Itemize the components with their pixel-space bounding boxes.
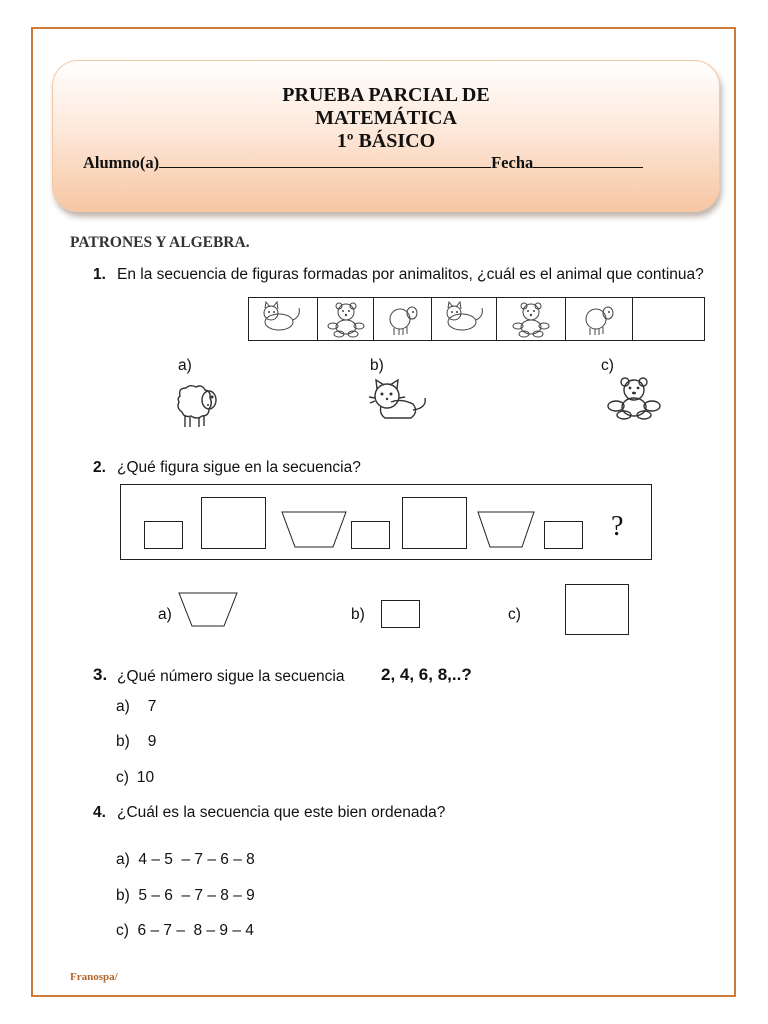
q4-option-b[interactable] — [116, 886, 255, 905]
q1-option-a[interactable] — [172, 382, 222, 435]
q2-big-square — [201, 497, 266, 549]
sheep-icon — [566, 298, 634, 340]
option-label: a) — [116, 698, 130, 715]
q3-sequence: 2, 4, 6, 8,..? — [381, 665, 472, 684]
q2-option-b-small-square[interactable] — [381, 600, 420, 628]
q1-cell-5 — [496, 297, 566, 341]
q3-option-c[interactable] — [116, 768, 154, 787]
q1-option-b-label: b) — [370, 357, 384, 374]
q3-number: 3. — [93, 665, 108, 684]
option-value: 9 — [147, 733, 157, 750]
option-value: 7 — [147, 698, 157, 715]
footer-credit: Franospa/ — [70, 971, 118, 983]
option-value: 6 – 7 – 8 – 9 – 4 — [137, 922, 254, 939]
q1-text: En la secuencia de figuras formadas por animalitos, ¿cuál es el animal que continua? — [117, 266, 704, 283]
q1-cell-3 — [373, 297, 432, 341]
q2-sequence-box — [120, 484, 652, 560]
q3-option-b[interactable] — [116, 732, 156, 751]
header-box — [52, 60, 720, 212]
option-value: 10 — [136, 769, 155, 786]
date-label: Fecha — [491, 153, 534, 172]
q2-trapezoid — [477, 511, 535, 548]
q1-cell-6 — [565, 297, 633, 341]
student-blank-line[interactable] — [159, 154, 491, 168]
q1-cell-4 — [431, 297, 497, 341]
student-label: Alumno(a) — [83, 153, 160, 172]
option-value: 5 – 6 – 7 – 8 – 9 — [138, 887, 255, 904]
option-label: c) — [116, 922, 129, 939]
q4-number: 4. — [93, 804, 106, 821]
q1-option-c[interactable] — [603, 376, 665, 425]
q2-small-square — [351, 521, 390, 549]
q1-number: 1. — [93, 266, 106, 283]
q1-option-b[interactable] — [367, 378, 431, 429]
q4-option-c[interactable] — [116, 921, 254, 940]
q2-option-c-label: c) — [508, 606, 521, 623]
option-value: 4 – 5 – 7 – 6 – 8 — [138, 851, 255, 868]
student-field — [83, 153, 643, 173]
q2-big-square — [402, 497, 467, 549]
q2-question-mark: ? — [611, 511, 624, 542]
q2-small-square — [144, 521, 183, 549]
bear-icon — [603, 376, 665, 420]
option-label: c) — [116, 769, 129, 786]
date-blank-line[interactable] — [533, 154, 643, 168]
section-title: PATRONES Y ALGEBRA. — [70, 234, 250, 251]
q1-option-a-label: a) — [178, 357, 192, 374]
q1-option-c-label: c) — [601, 357, 614, 374]
title-line-2: MATEMÁTICA — [315, 107, 457, 129]
option-label: a) — [116, 851, 130, 868]
q2-text: ¿Qué figura sigue en la secuencia? — [117, 459, 361, 476]
cat-icon — [367, 378, 431, 424]
bear-icon — [318, 298, 375, 340]
q2-small-square — [544, 521, 583, 549]
sheep-icon — [172, 382, 222, 430]
q1-cell-2 — [317, 297, 374, 341]
q2-option-c-big-square[interactable] — [565, 584, 629, 635]
sheep-icon — [374, 298, 433, 340]
q4-option-a[interactable] — [116, 850, 255, 869]
cat-icon — [432, 298, 498, 340]
q4-text: ¿Cuál es la secuencia que este bien ordenada? — [117, 804, 446, 821]
q3-option-a[interactable] — [116, 697, 156, 716]
q1-cell-1 — [248, 297, 318, 341]
bear-icon — [497, 298, 567, 340]
title-line-3: 1º BÁSICO — [336, 130, 436, 152]
cat-icon — [249, 298, 319, 340]
title-line-1: PRUEBA PARCIAL DE — [282, 84, 490, 106]
q1-cell-answer[interactable] — [632, 297, 705, 341]
q2-number: 2. — [93, 459, 106, 476]
q2-option-b-label: b) — [351, 606, 365, 623]
q2-option-a-trapezoid[interactable] — [178, 592, 238, 627]
option-label: b) — [116, 887, 130, 904]
q2-option-a-label: a) — [158, 606, 172, 623]
q3-text: ¿Qué número sigue la secuencia — [117, 668, 345, 685]
q2-trapezoid — [281, 511, 347, 548]
option-label: b) — [116, 733, 130, 750]
